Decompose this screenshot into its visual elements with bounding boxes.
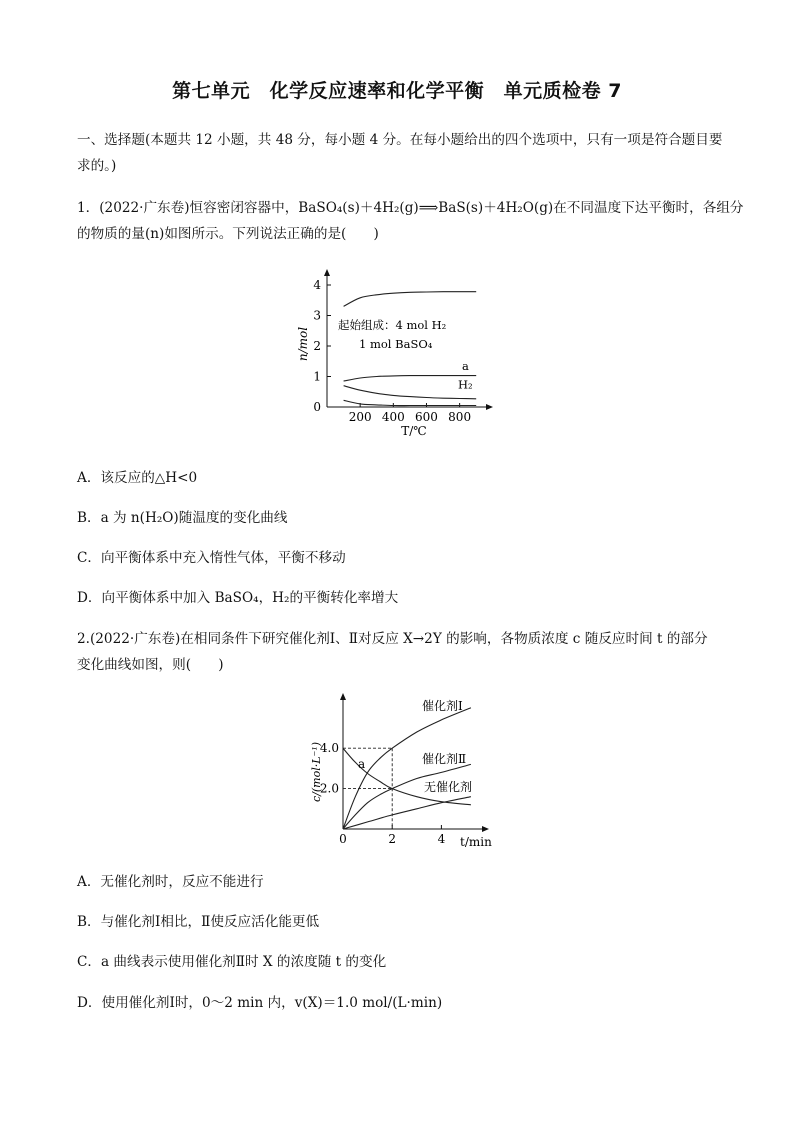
q2-y-tick-label: 4.0	[319, 741, 339, 756]
q2-x-axis-label: t/min	[460, 835, 492, 849]
q1-x-axis-label: T/℃	[401, 424, 427, 438]
q2-series-label-2: 无催化剂	[424, 780, 473, 794]
q1-series-line-0	[344, 292, 477, 307]
q2-option-d[interactable]: D．使用催化剂Ⅰ时，0～2 min 内，v(X)＝1.0 mol/(L·min)	[77, 995, 443, 1011]
q1-option-d[interactable]: D．向平衡体系中加入 BaSO₄，H₂的平衡转化率增大	[77, 590, 399, 606]
q2-x-tick-label: 0	[339, 832, 347, 846]
q1-x-tick-label: 800	[448, 410, 472, 424]
q1-stem-line1: 1．(2022·广东卷)恒容密闭容器中，BaSO₄(s)＋4H₂(g)⟹BaS(s)＋4H₂O(g)在不同温度下达平衡时，各组分	[77, 200, 744, 216]
q1-y-tick-label: 3	[313, 308, 321, 323]
q2-stem-line1: 2.(2022·广东卷)在相同条件下研究催化剂Ⅰ、Ⅱ对反应 X→2Y 的影响，各物质浓度 c 随反应时间 t 的部分	[77, 631, 708, 647]
q1-option-c[interactable]: C．向平衡体系中充入惰性气体，平衡不移动	[77, 550, 346, 566]
q1-y-axis-arrow	[324, 269, 330, 276]
q1-annotation-line2: 1 mol BaSO₄	[359, 337, 433, 351]
q2-series-line-1	[343, 764, 471, 829]
q1-annotation-line1: 起始组成：4 mol H₂	[338, 318, 447, 332]
q2-y-axis-label: c/(mol·L⁻¹)	[310, 741, 323, 803]
q2-x-axis-arrow	[482, 826, 489, 832]
q1-chart	[290, 268, 520, 448]
q1-series-label-a: a	[462, 358, 469, 373]
q1-option-a[interactable]: A．该反应的△H<0	[77, 470, 198, 486]
q2-series-label-3: a	[358, 757, 366, 771]
q1-x-axis-arrow	[486, 404, 493, 410]
q1-x-tick-label: 200	[348, 410, 372, 424]
q2-chart	[300, 690, 530, 860]
q1-x-tick-label: 400	[381, 410, 405, 424]
q1-y-tick-label: 2	[313, 339, 321, 353]
q2-stem-line2: 变化曲线如图，则( )	[77, 657, 224, 673]
q2-y-tick-label: 2.0	[319, 781, 339, 796]
section-heading-line1: 一、选择题(本题共 12 小题，共 48 分，每小题 4 分。在每小题给出的四个选项中，只有一项是符合题目要	[77, 132, 723, 148]
q2-x-tick-label: 2	[388, 832, 397, 846]
q2-series-label-1: 催化剂Ⅱ	[422, 752, 467, 766]
q1-series-line-3	[344, 400, 477, 405]
q1-series-line-1	[344, 376, 477, 382]
q1-option-b[interactable]: B．a 为 n(H₂O)随温度的变化曲线	[77, 510, 288, 526]
q2-series-line-2	[343, 797, 471, 829]
q1-stem-line2: 的物质的量(n)如图所示。下列说法正确的是( )	[77, 226, 379, 242]
q1-y-axis-label: n/mol	[296, 326, 310, 362]
q1-y-tick-label: 4	[313, 278, 321, 292]
q1-y-tick-label: 1	[313, 369, 321, 384]
q2-y-axis-arrow	[340, 693, 346, 700]
q2-option-c[interactable]: C．a 曲线表示使用催化剂Ⅱ时 X 的浓度随 t 的变化	[77, 954, 387, 970]
q2-option-a[interactable]: A．无催化剂时，反应不能进行	[77, 874, 264, 890]
page-title: 第七单元 化学反应速率和化学平衡 单元质检卷 7	[172, 80, 622, 102]
section-heading-line2: 求的。)	[77, 158, 117, 174]
q1-series-label-h2: H₂	[458, 377, 473, 392]
q2-option-b[interactable]: B．与催化剂Ⅰ相比，Ⅱ使反应活化能更低	[77, 914, 320, 930]
q1-y-tick-label: 0	[313, 400, 321, 414]
q1-x-tick-label: 600	[415, 410, 438, 424]
q1-series-line-2	[344, 386, 477, 399]
q2-x-tick-label: 4	[437, 832, 446, 846]
q2-series-label-0: 催化剂Ⅰ	[422, 699, 463, 713]
